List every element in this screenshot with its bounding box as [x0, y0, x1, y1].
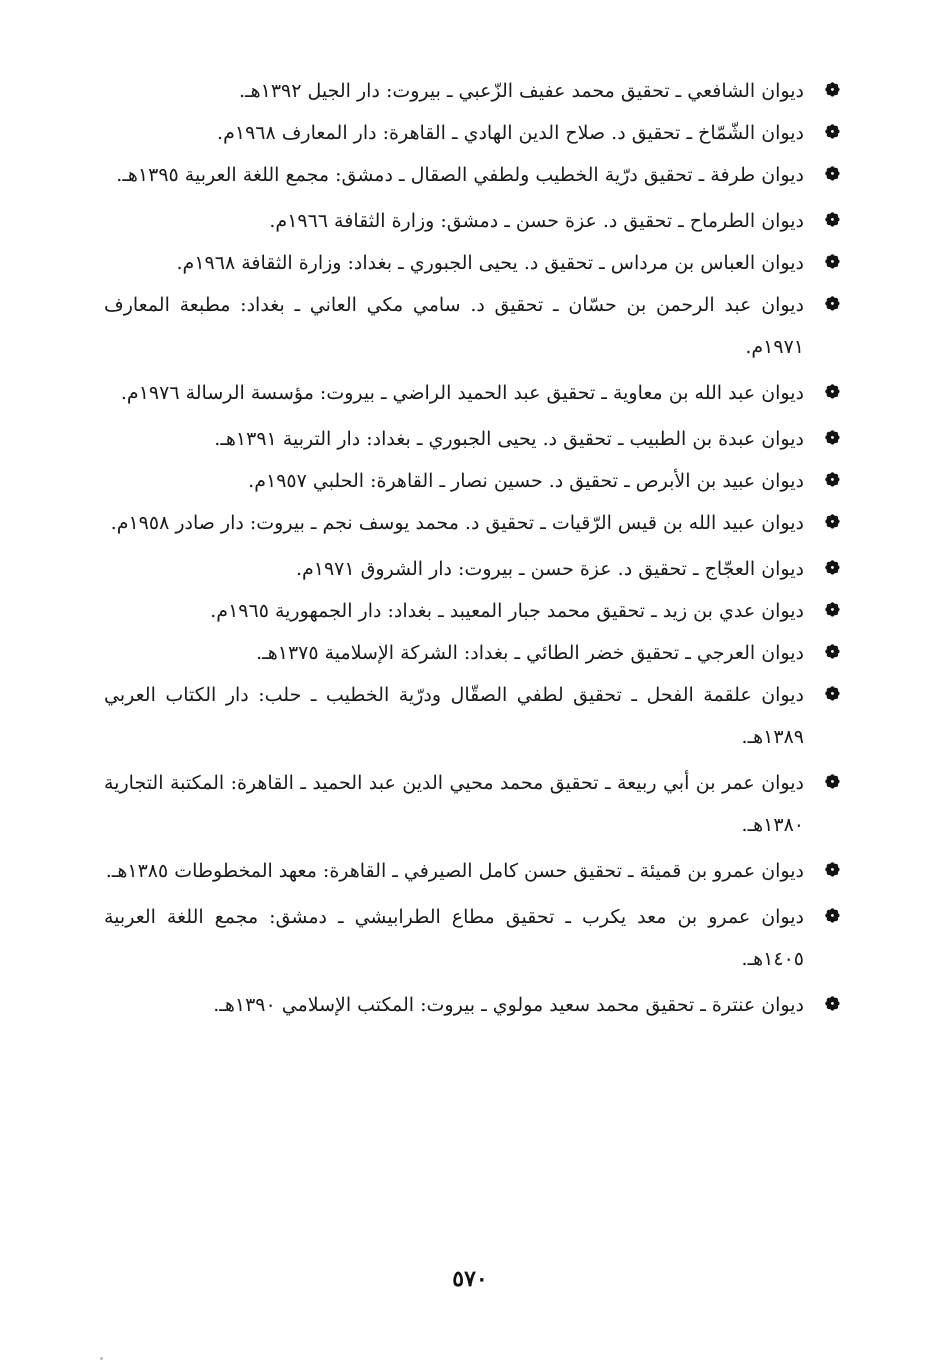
entry-text: ديوان الشافعي ـ تحقيق محمد عفيف الزّعبي ـ بيروت: دار الجيل ١٣٩٢هـ. — [238, 80, 804, 102]
bibliography-entry — [104, 154, 840, 196]
entry-text: ديوان عبد الله بن معاوية ـ تحقيق عبد الحميد الراضي ـ بيروت: مؤسسة الرسالة ١٩٧٦م. — [120, 382, 804, 404]
entry-text: ديوان عبدة بن الطبيب ـ تحقيق د. يحيى الجبوري ـ بغداد: دار التربية ١٣٩١هـ. — [214, 428, 804, 450]
bullet-icon: ❁ — [824, 252, 840, 273]
bibliography-entry — [104, 896, 840, 980]
bullet-icon: ❁ — [824, 684, 840, 705]
bibliography-entry — [104, 632, 840, 674]
bibliography-entry — [104, 200, 840, 242]
bibliography-entry — [104, 984, 840, 1026]
bibliography-entry — [104, 70, 840, 112]
bullet-icon: ❁ — [824, 210, 840, 231]
bullet-icon: ❁ — [824, 164, 840, 185]
entry-text: ديوان طرفة ـ تحقيق درّية الخطيب ولطفي الصقال ـ دمشق: مجمع اللغة العربية ١٣٩٥هـ. — [116, 164, 804, 186]
bibliography-entry — [104, 284, 840, 368]
entry-text: ديوان الطرماح ـ تحقيق د. عزة حسن ـ دمشق: وزارة الثقافة ١٩٦٦م. — [269, 210, 804, 232]
bullet-icon: ❁ — [824, 80, 840, 101]
bullet-icon: ❁ — [824, 382, 840, 403]
entry-text: ديوان عمرو بن معد يكرب ـ تحقيق مطاع الطرابيشي ـ دمشق: مجمع اللغة العربية ١٤٠٥هـ. — [104, 906, 804, 970]
bibliography-entry — [104, 674, 840, 758]
bibliography-entry — [104, 590, 840, 632]
bullet-icon: ❁ — [824, 428, 840, 449]
bibliography-entry — [104, 548, 840, 590]
entry-text: ديوان عبيد بن الأبرص ـ تحقيق د. حسين نصار ـ القاهرة: الحلبي ١٩٥٧م. — [248, 470, 804, 492]
bullet-icon: ❁ — [824, 512, 840, 533]
entry-text: ديوان عنترة ـ تحقيق محمد سعيد مولوي ـ بيروت: المكتب الإسلامي ١٣٩٠هـ. — [213, 994, 804, 1016]
bullet-icon: ❁ — [824, 860, 840, 881]
entry-text: ديوان عبد الرحمن بن حسّان ـ تحقيق د. سامي مكي العاني ـ بغداد: مطبعة المعارف ١٩٧١م. — [104, 294, 804, 358]
bibliography-entry — [104, 502, 840, 544]
scan-speck — [100, 1357, 103, 1360]
entry-text: ديوان عدي بن زيد ـ تحقيق محمد جبار المعيبد ـ بغداد: دار الجمهورية ١٩٦٥م. — [210, 600, 804, 622]
bibliography-list — [104, 70, 840, 1026]
entry-text: ديوان عمر بن أبي ربيعة ـ تحقيق محمد محيي الدين عبد الحميد ـ القاهرة: المكتبة التجارية ١٣٨٠هـ. — [104, 772, 804, 836]
bullet-icon: ❁ — [824, 122, 840, 143]
bibliography-entry — [104, 762, 840, 846]
bibliography-entry — [104, 112, 840, 154]
bibliography-entry — [104, 850, 840, 892]
bullet-icon: ❁ — [824, 772, 840, 793]
entry-text: ديوان علقمة الفحل ـ تحقيق لطفي الصقّال ودرّية الخطيب ـ حلب: دار الكتاب العربي ١٣٨٩هـ. — [104, 684, 804, 748]
entry-text: ديوان عبيد الله بن قيس الرّقيات ـ تحقيق د. محمد يوسف نجم ـ بيروت: دار صادر ١٩٥٨م. — [110, 512, 804, 534]
bullet-icon: ❁ — [824, 642, 840, 663]
entry-text: ديوان العجّاج ـ تحقيق د. عزة حسن ـ بيروت: دار الشروق ١٩٧١م. — [295, 558, 804, 580]
bullet-icon: ❁ — [824, 470, 840, 491]
bullet-icon: ❁ — [824, 558, 840, 579]
bullet-icon: ❁ — [824, 906, 840, 927]
entry-text: ديوان العرجي ـ تحقيق خضر الطائي ـ بغداد: الشركة الإسلامية ١٣٧٥هـ. — [256, 642, 804, 664]
bibliography-entry — [104, 418, 840, 460]
bibliography-entry — [104, 242, 840, 284]
bibliography-entry — [104, 460, 840, 502]
bullet-icon: ❁ — [824, 994, 840, 1015]
bullet-icon: ❁ — [824, 600, 840, 621]
page-number: ٥٧٠ — [452, 1266, 488, 1292]
entry-text: ديوان عمرو بن قميئة ـ تحقيق حسن كامل الصيرفي ـ القاهرة: معهد المخطوطات ١٣٨٥هـ. — [105, 860, 804, 882]
entry-text: ديوان الشّمّاخ ـ تحقيق د. صلاح الدين الهادي ـ القاهرة: دار المعارف ١٩٦٨م. — [217, 122, 804, 144]
entry-text: ديوان العباس بن مرداس ـ تحقيق د. يحيى الجبوري ـ بغداد: وزارة الثقافة ١٩٦٨م. — [176, 252, 804, 274]
bullet-icon: ❁ — [824, 294, 840, 315]
bibliography-entry — [104, 372, 840, 414]
